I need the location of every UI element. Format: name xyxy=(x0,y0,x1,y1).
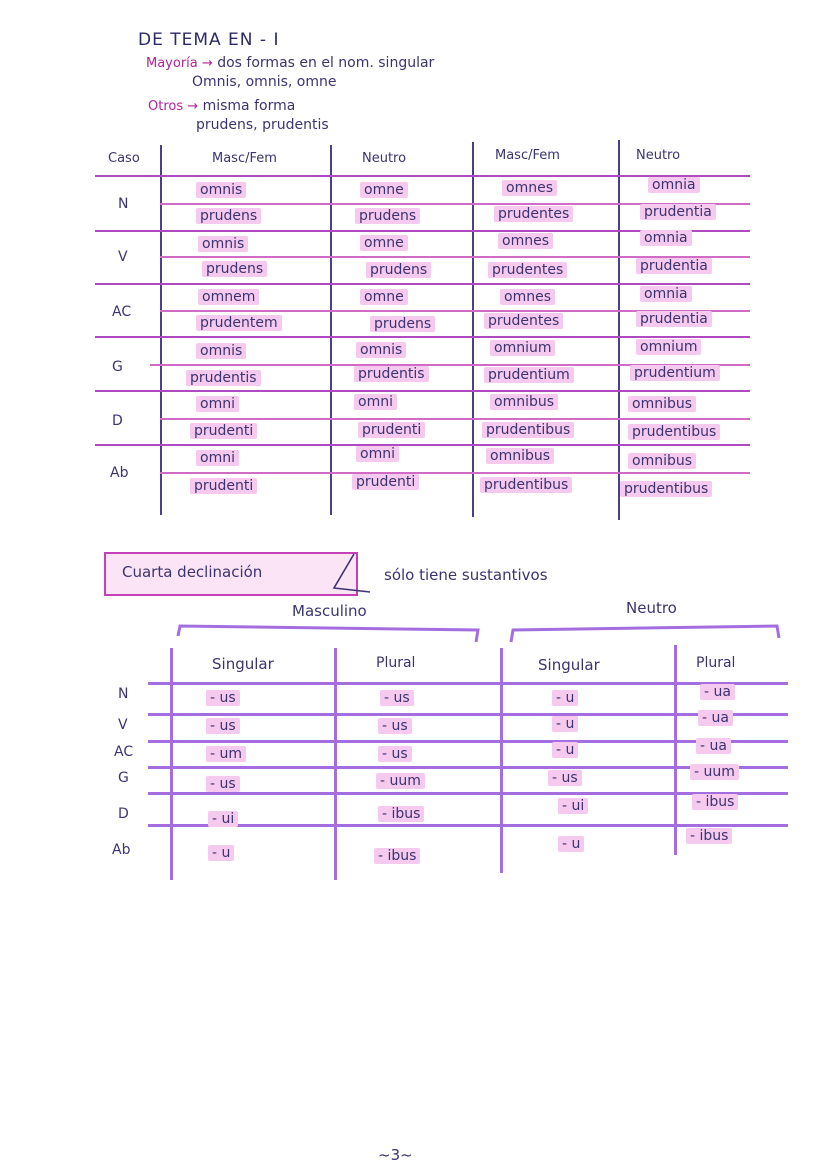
table-cell: prudentem xyxy=(196,315,282,331)
table-cell: omnibus xyxy=(490,394,558,410)
case-label-n: N xyxy=(118,196,129,212)
table1-rule xyxy=(95,390,750,392)
table-cell: omnibus xyxy=(628,453,696,469)
table-cell: omnis xyxy=(196,343,246,359)
table-cell: - ua xyxy=(700,684,735,700)
table-cell: - us xyxy=(206,690,240,706)
table-cell: prudentibus xyxy=(620,481,712,497)
table-cell: - ibus xyxy=(686,828,732,844)
table2-rule xyxy=(148,713,788,716)
table1-divider xyxy=(330,145,332,515)
header-masc-fem-sg: Masc/Fem xyxy=(212,151,277,166)
header-plural-masc: Plural xyxy=(376,655,416,671)
case-label-d: D xyxy=(112,413,123,429)
table1-rule xyxy=(95,283,750,285)
table-cell: prudentia xyxy=(640,204,716,220)
group-label-neutro: Neutro xyxy=(626,599,677,617)
table-cell: - um xyxy=(206,746,246,762)
table-cell: - ua xyxy=(696,738,731,754)
table-cell: - ibus xyxy=(374,848,420,864)
table-cell: omnia xyxy=(648,177,700,193)
table1-rule xyxy=(95,336,750,338)
table-cell: - ui xyxy=(208,811,238,827)
table-cell: omnium xyxy=(636,339,701,355)
table-cell: - u xyxy=(552,690,578,706)
page-title: DE TEMA EN - I xyxy=(138,30,280,50)
table-cell: omnibus xyxy=(628,396,696,412)
table1-rule xyxy=(160,418,750,420)
table-cell: prudentium xyxy=(630,365,720,381)
header-singular-masc: Singular xyxy=(212,655,274,673)
section-note: sólo tiene sustantivos xyxy=(384,566,548,584)
section-title: Cuarta declinación xyxy=(122,563,263,581)
case-label-v: V xyxy=(118,717,128,733)
table-cell: prudenti xyxy=(352,474,419,490)
header-caso: Caso xyxy=(108,151,140,166)
table-cell: - ibus xyxy=(378,806,424,822)
table-cell: omni xyxy=(196,396,239,412)
mayoria-label: Mayoría → xyxy=(146,56,213,71)
table-cell: - us xyxy=(378,746,412,762)
table-cell: omne xyxy=(360,289,408,305)
table1-divider xyxy=(160,145,162,515)
header-masc-fem-pl: Masc/Fem xyxy=(495,148,560,163)
group-label-masculino: Masculino xyxy=(292,602,367,620)
table-cell: prudentis xyxy=(186,370,261,386)
table-cell: omnium xyxy=(490,340,555,356)
table-cell: omne xyxy=(360,182,408,198)
table-cell: - u xyxy=(558,836,584,852)
table-cell: omne xyxy=(360,235,408,251)
case-label-v: V xyxy=(118,249,128,265)
mayoria-line xyxy=(146,55,434,71)
case-label-d: D xyxy=(118,806,129,822)
table-cell: - u xyxy=(208,845,234,861)
table2-rule xyxy=(148,824,788,827)
box-arrow-icon xyxy=(330,552,380,596)
table-cell: - u xyxy=(552,716,578,732)
table-cell: prudentium xyxy=(484,367,574,383)
table-cell: omnes xyxy=(502,180,557,196)
header-singular-neut: Singular xyxy=(538,656,600,674)
table-cell: - ua xyxy=(698,710,733,726)
table1-divider xyxy=(472,142,474,517)
table1-divider xyxy=(618,140,620,520)
case-label-ac: AC xyxy=(114,744,134,760)
table-cell: omnia xyxy=(640,286,692,302)
table-cell: omni xyxy=(196,450,239,466)
table-cell: prudentes xyxy=(494,206,573,222)
table-cell: omni xyxy=(354,394,397,410)
table-cell: - u xyxy=(552,742,578,758)
table1-rule xyxy=(95,444,750,446)
otros-example: prudens, prudentis xyxy=(196,117,329,133)
case-label-ab: Ab xyxy=(112,842,131,858)
table-cell: prudentes xyxy=(484,313,563,329)
table-cell: omnis xyxy=(356,342,406,358)
table-cell: prudens xyxy=(196,208,261,224)
page-number: ~3~ xyxy=(378,1146,413,1164)
table-cell: - us xyxy=(548,770,582,786)
neutro-bracket xyxy=(505,618,795,648)
table-cell: omnibus xyxy=(486,448,554,464)
mayoria-example: Omnis, omnis, omne xyxy=(192,74,337,90)
table-cell: prudens xyxy=(202,261,267,277)
masculino-bracket xyxy=(170,618,490,648)
table-cell: prudentibus xyxy=(482,422,574,438)
table-cell: omni xyxy=(356,446,399,462)
table-cell: omnes xyxy=(500,289,555,305)
table-cell: omnis xyxy=(196,182,246,198)
header-neutro-sg: Neutro xyxy=(362,151,407,166)
table-cell: prudentia xyxy=(636,311,712,327)
table-cell: - us xyxy=(206,776,240,792)
table-cell: - ui xyxy=(558,798,588,814)
mayoria-text: dos formas en el nom. singular xyxy=(217,55,435,71)
table-cell: prudens xyxy=(355,208,420,224)
table-cell: prudentibus xyxy=(480,477,572,493)
table-cell: prudenti xyxy=(358,422,425,438)
table-cell: prudenti xyxy=(190,478,257,494)
otros-text: misma forma xyxy=(202,98,296,114)
case-label-g: G xyxy=(112,359,123,375)
table-cell: prudentes xyxy=(488,262,567,278)
table-cell: - us xyxy=(206,718,240,734)
table-cell: prudens xyxy=(366,262,431,278)
table2-rule xyxy=(148,740,788,743)
table-cell: prudenti xyxy=(190,423,257,439)
table-cell: - ibus xyxy=(692,794,738,810)
table-cell: omnem xyxy=(198,289,259,305)
table-cell: omnes xyxy=(498,233,553,249)
table-cell: prudens xyxy=(370,316,435,332)
table1-rule xyxy=(160,472,750,474)
table-cell: - us xyxy=(380,690,414,706)
table-cell: omnis xyxy=(198,236,248,252)
table-cell: prudentis xyxy=(354,366,429,382)
table-cell: - us xyxy=(378,718,412,734)
table-cell: - uum xyxy=(376,773,425,789)
header-neutro-pl: Neutro xyxy=(636,148,681,163)
table2-rule xyxy=(148,682,788,685)
otros-label: Otros → xyxy=(148,99,199,114)
table-cell: prudentibus xyxy=(628,424,720,440)
header-plural-neut: Plural xyxy=(696,655,736,671)
case-label-ac: AC xyxy=(112,304,132,320)
case-label-n: N xyxy=(118,686,129,702)
case-label-g: G xyxy=(118,770,129,786)
table-cell: prudentia xyxy=(636,258,712,274)
otros-line xyxy=(148,98,295,114)
table-cell: - uum xyxy=(690,764,739,780)
table-cell: omnia xyxy=(640,230,692,246)
case-label-ab: Ab xyxy=(110,465,129,481)
